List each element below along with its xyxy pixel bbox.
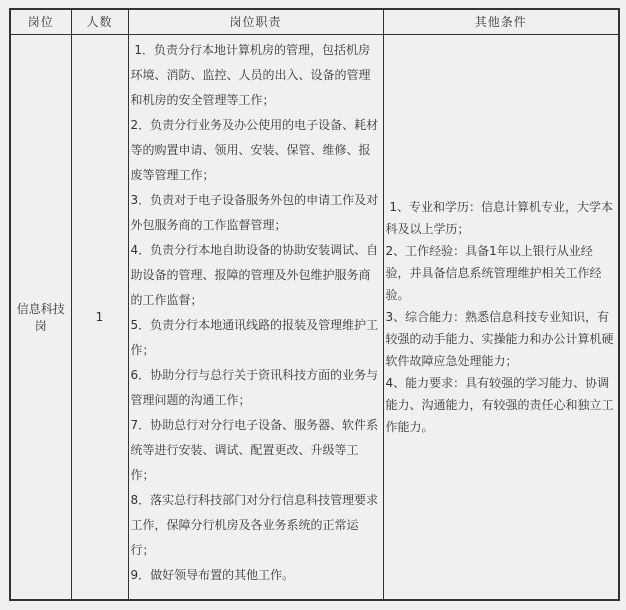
condition-item: 3、综合能力：熟悉信息科技专业知识，有较强的动手能力、实操能力和办公计算机硬软件故障应急处理能力； (385, 309, 614, 368)
condition-item: 2、工作经验：具备1年以上银行从业经验，并具备信息系统管理维护相关工作经验。 (385, 243, 602, 302)
header-conditions: 其他条件 (383, 9, 619, 34)
condition-item: 1、专业和学历：信息计算机专业，大学本科及以上学历； (385, 199, 613, 236)
cell-headcount: 1 (71, 34, 128, 600)
duty-item: 3．负责对于电子设备服务外包的申请工作及对外包服务商的工作监督管理； (130, 192, 379, 232)
job-posting-table (9, 8, 620, 601)
header-duties: 岗位职责 (128, 9, 383, 34)
duty-item: 1．负责分行本地计算机房的管理，包括机房环境、消防、监控、人员的出入、设备的管理和机房的安全管理等工作； (130, 42, 371, 107)
cell-conditions (383, 34, 619, 600)
duty-item: 7．协助总行对分行电子设备、服务器、软件系统等进行安装、调试、配置更改、升级等工作； (130, 417, 379, 482)
duty-item: 5．负责分行本地通讯线路的报装及管理维护工作； (130, 317, 379, 357)
header-row (10, 9, 619, 34)
cell-position: 信息科技岗 (10, 34, 71, 600)
duty-item: 2．负责分行业务及办公使用的电子设备、耗材等的购置申请、领用、安装、保管、维修、报废等管理工作； (130, 117, 379, 182)
duty-item: 8．落实总行科技部门对分行信息科技管理要求工作，保障分行机房及各业务系统的正常运行； (130, 492, 379, 557)
condition-item: 4、能力要求：具有较强的学习能力、协调能力、沟通能力，有较强的责任心和独立工作能力。 (385, 375, 614, 434)
duty-item: 9．做好领导布置的其他工作。 (130, 567, 295, 582)
duty-item: 6．协助分行与总行关于资讯科技方面的业务与管理问题的沟通工作； (130, 367, 379, 407)
cell-duties (128, 34, 383, 600)
header-headcount: 人数 (71, 9, 128, 34)
header-position: 岗位 (10, 9, 71, 34)
duty-item: 4．负责分行本地自助设备的协助安装调试、自助设备的管理、报障的管理及外包维护服务商的工作监督； (130, 242, 379, 307)
table-row (10, 34, 619, 600)
